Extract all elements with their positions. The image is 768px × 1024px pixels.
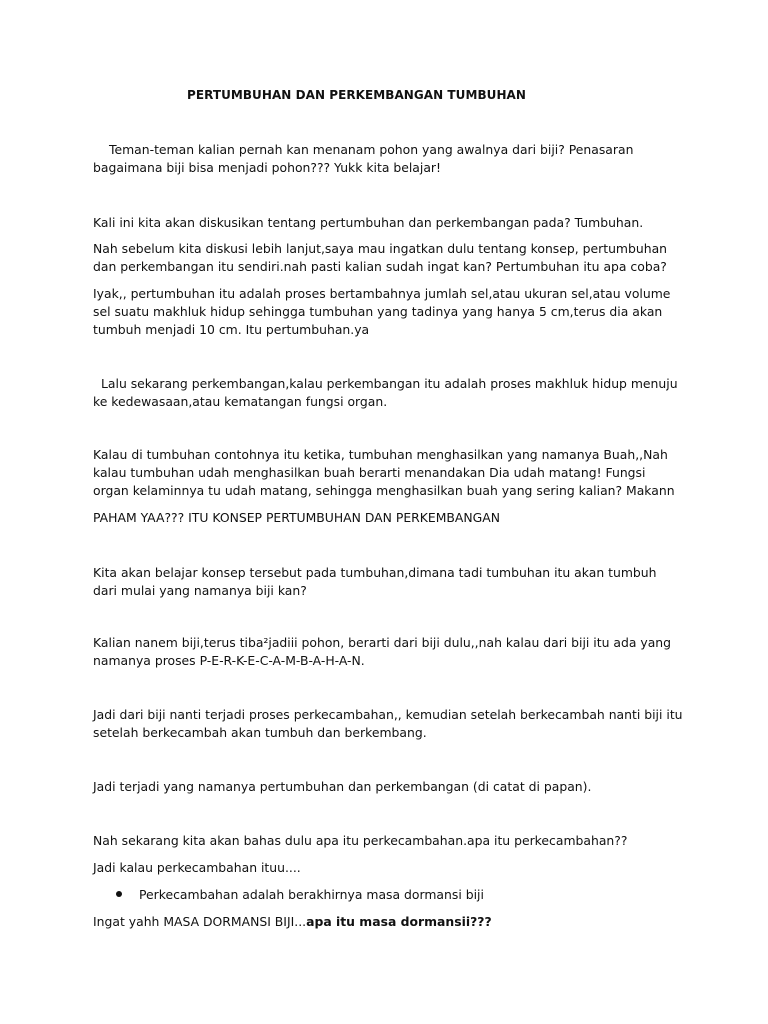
- paragraph-dormancy: [93, 913, 683, 931]
- paragraph-growth-and-development: Jadi terjadi yang namanya pertumbuhan dan perkembangan (di catat di papan).: [93, 779, 592, 794]
- document-title: PERTUMBUHAN DAN PERKEMBANGAN TUMBUHAN: [187, 88, 526, 102]
- paragraph-after-germination: Jadi dari biji nanti terjadi proses perkecambahan,, kemudian setelah berkecambah nanti biji itu setelah berkecambah akan tumbuh dan berkembang.: [93, 707, 683, 740]
- paragraph-reminder: Nah sebelum kita diskusi lebih lanjut,saya mau ingatkan dulu tentang konsep, pertumbuhan dan perkembangan itu sendiri.nah pasti kalian sudah ingat kan? Pertumbuhan itu apa coba?: [93, 241, 668, 274]
- dormancy-text: Ingat yahh MASA DORMANSI BIJI...: [93, 914, 307, 929]
- paragraph-germination-intro: Jadi kalau perkecambahan ituu....: [93, 860, 301, 875]
- bullet-list-item: [116, 886, 484, 904]
- paragraph-plant-example: Kalau di tumbuhan contohnya itu ketika, tumbuhan menghasilkan yang namanya Buah,,Nah kalau tumbuhan udah menghasilkan buah berarti menandakan Dia udah matang! Fungsi organ kelaminnya tu udah matang, sehingga menghasilkan buah yang sering kalian? Makann: [93, 447, 675, 498]
- paragraph-growth-definition: Iyak,, pertumbuhan itu adalah proses bertambahnya jumlah sel,atau ukuran sel,atau volume sel suatu makhluk hidup sehingga tumbuhan yang tadinya yang hanya 5 cm,terus dia akan tumbuh menjadi 10 cm. Itu pertumbuhan.ya: [93, 286, 671, 337]
- paragraph-germination-question: Nah sekarang kita akan bahas dulu apa itu perkecambahan.apa itu perkecambahan??: [93, 833, 628, 848]
- paragraph-germination-process: Kalian nanem biji,terus tiba²jadiii pohon, berarti dari biji dulu,,nah kalau dari biji itu ada yang namanya proses P-E-R-K-E-C-A-M-B-A-H-A-N.: [93, 635, 672, 668]
- paragraph-development-definition: Lalu sekarang perkembangan,kalau perkembangan itu adalah proses makhluk hidup menuju ke kedewasaan,atau kematangan fungsi organ.: [93, 376, 678, 409]
- paragraph-intro: Teman-teman kalian pernah kan menanam pohon yang awalnya dari biji? Penasaran bagaimana biji bisa menjadi pohon??? Yukk kita belajar!: [93, 142, 634, 175]
- bullet-text: Perkecambahan adalah berakhirnya masa dormansi biji: [139, 887, 484, 902]
- bullet-icon: [116, 891, 122, 897]
- dormancy-question: apa itu masa dormansii???: [306, 914, 492, 929]
- paragraph-discussion: Kali ini kita akan diskusikan tentang pertumbuhan dan perkembangan pada? Tumbuhan.: [93, 215, 644, 230]
- paragraph-concept-summary: PAHAM YAA??? ITU KONSEP PERTUMBUHAN DAN PERKEMBANGAN: [93, 510, 501, 525]
- paragraph-learning-concept: Kita akan belajar konsep tersebut pada tumbuhan,dimana tadi tumbuhan itu akan tumbuh dari mulai yang namanya biji kan?: [93, 565, 657, 598]
